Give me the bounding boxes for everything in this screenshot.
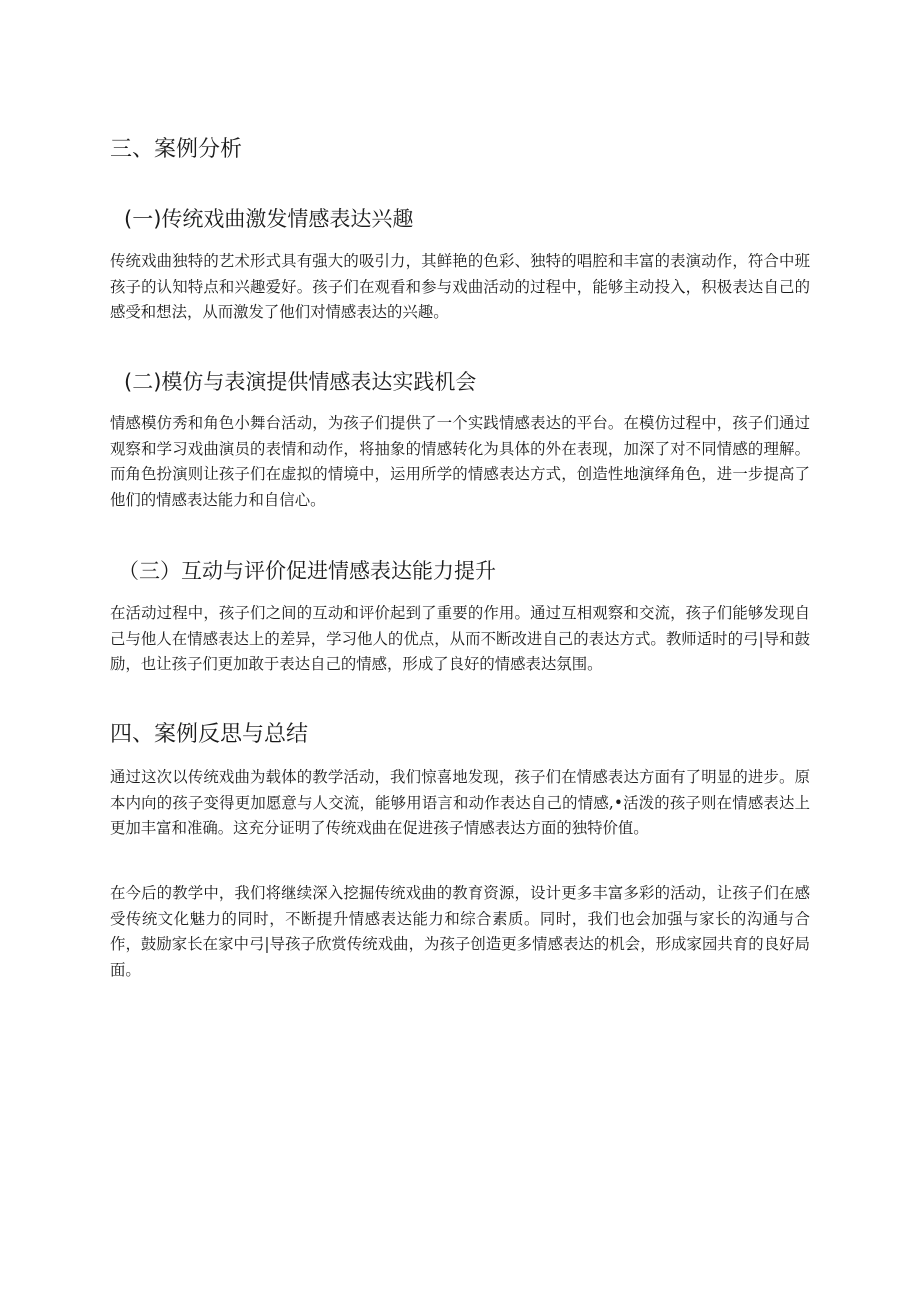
paragraph-reflection-1: 通过这次以传统戏曲为载体的教学活动，我们惊喜地发现，孩子们在情感表达方面有了明显的进步。原本内向的孩子变得更加愿意与人交流，能够用语言和动作表达自己的情感,•活泼的孩子则在情感表达上更加丰富和准确。这充分证明了传统戏曲在促进孩子情感表达方面的独特价值。 — [110, 768, 810, 837]
paragraph-interest: 传统戏曲独特的艺术形式具有强大的吸引力，其鲜艳的色彩、独特的唱腔和丰富的表演动作，符合中班孩子的认知特点和兴趣爱好。孩子们在观看和参与戏曲活动的过程中，能够主动投入，积极表达自己的感受和想法，从而激发了他们对情感表达的兴趣。 — [110, 252, 810, 321]
subheading-interaction: （三）互动与评价促进情感表达能力提升 — [118, 559, 496, 583]
paragraph-practice: 情感模仿秀和角色小舞台活动，为孩子们提供了一个实践情感表达的平台。在模仿过程中，孩子们通过观察和学习戏曲演员的表情和动作，将抽象的情感转化为具体的外在表现，加深了对不同情感的理解。而角色扮演则让孩子们在虚拟的情境中，运用所学的情感表达方式，创造性地演绎角色，进一步提高了他们的情感表达能力和自信心。 — [110, 414, 810, 509]
subheading-interest: (一)传统戏曲激发情感表达兴趣 — [124, 207, 414, 231]
paragraph-reflection-2: 在今后的教学中，我们将继续深入挖掘传统戏曲的教育资源，设计更多丰富多彩的活动，让孩子们在感受传统文化魅力的同时，不断提升情感表达能力和综合素质。同时，我们也会加强与家长的沟通与合作，鼓励家长在家中弓|导孩子欣赏传统戏曲，为孩子创造更多情感表达的机会，形成家园共育的良好局面。 — [110, 884, 810, 979]
paragraph-interaction: 在活动过程中，孩子们之间的互动和评价起到了重要的作用。通过互相观察和交流，孩子们能够发现自己与他人在情感表达上的差异，学习他人的优点，从而不断改进自己的表达方式。教师适时的弓|导和鼓励，也让孩子们更加敢于表达自己的情感，形成了良好的情感表达氛围。 — [110, 604, 810, 673]
section-heading-reflection: 四、案例反思与总结 — [110, 722, 309, 747]
section-heading-case-analysis: 三、案例分析 — [110, 137, 243, 162]
subheading-practice: (二)模仿与表演提供情感表达实践机会 — [124, 370, 477, 394]
